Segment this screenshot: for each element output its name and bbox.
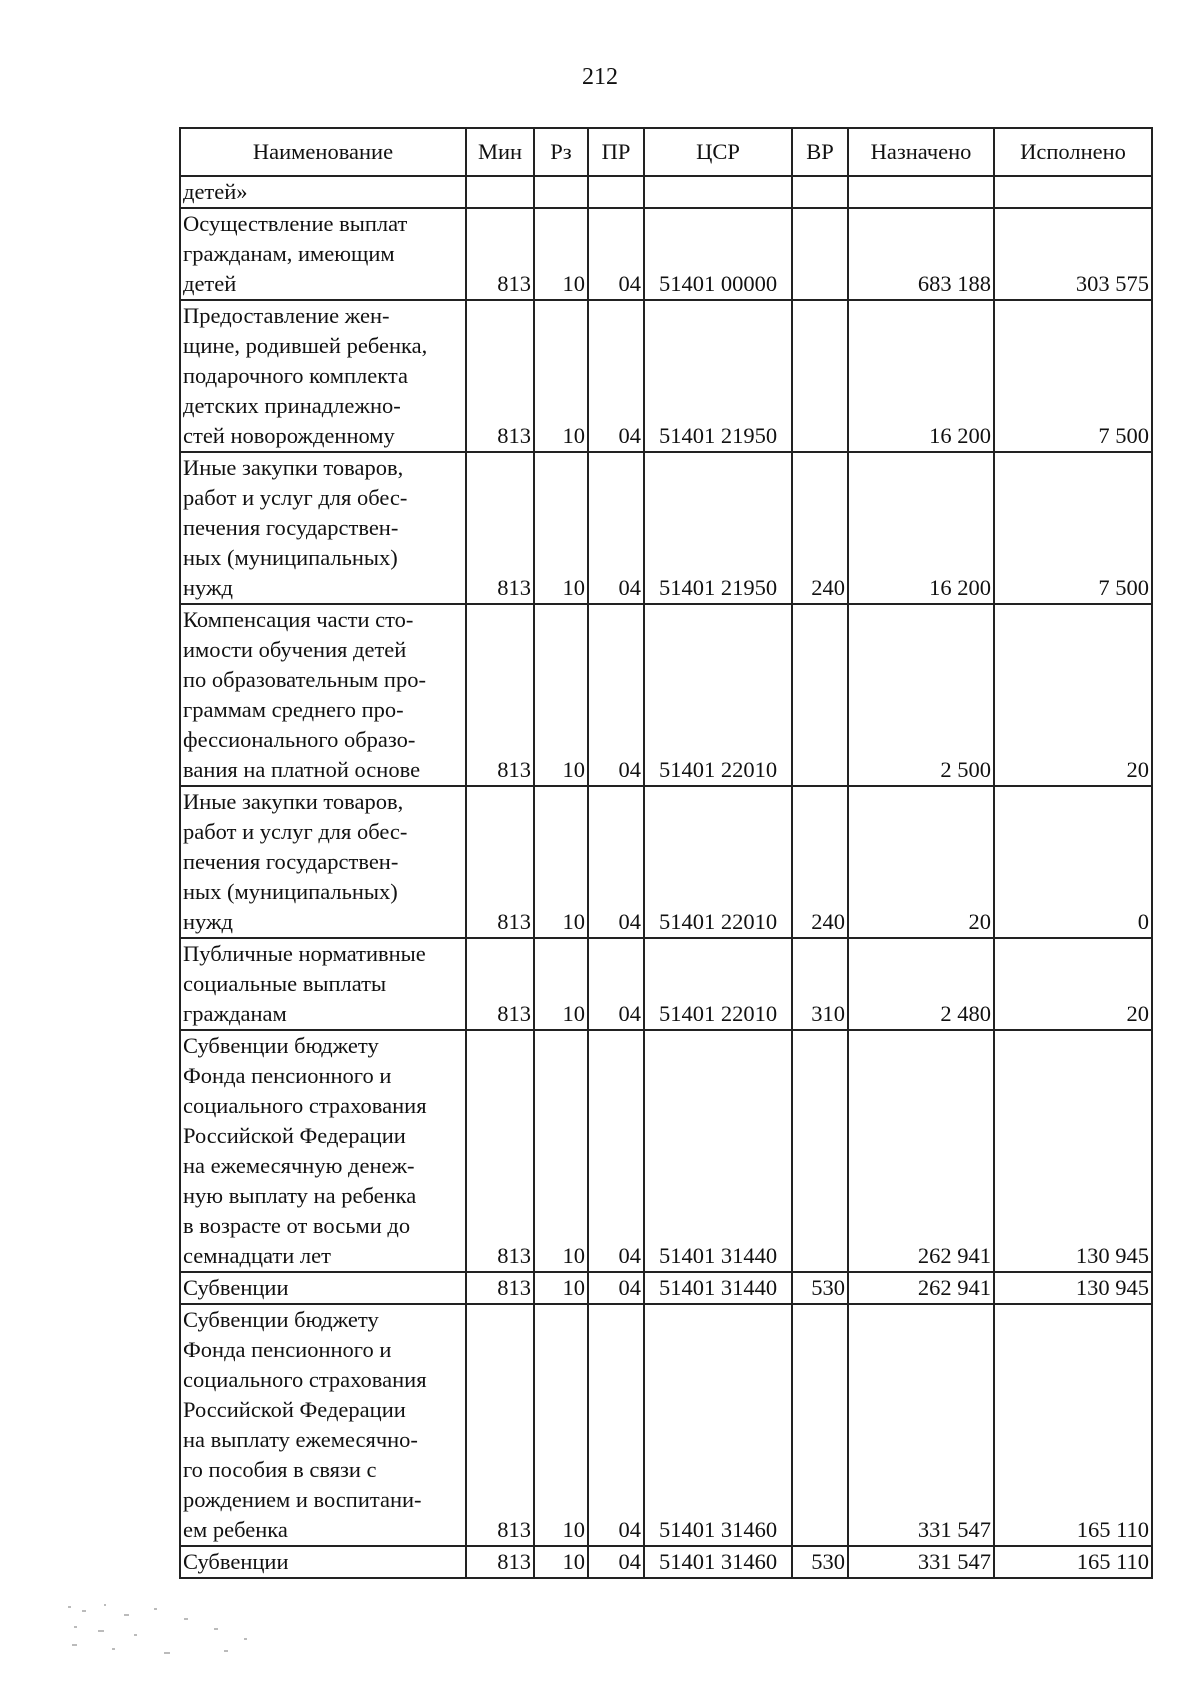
cell-pr: 04	[588, 1272, 644, 1304]
table-row	[180, 1546, 1152, 1578]
cell-name-line: Фонда пенсионного и	[183, 1063, 392, 1088]
cell-vr	[792, 1304, 848, 1546]
header-name: Наименование	[180, 128, 466, 176]
header-rz: Рз	[534, 128, 588, 176]
cell-rz: 10	[534, 1304, 588, 1546]
cell-name-line: Публичные нормативные	[183, 941, 426, 966]
cell-assigned: 331 547	[848, 1546, 994, 1578]
cell-executed: 165 110	[994, 1546, 1152, 1578]
table-row	[180, 176, 1152, 208]
table-row	[180, 208, 1152, 300]
cell-vr	[792, 208, 848, 300]
cell-name-line: детей	[183, 271, 237, 296]
cell-min: 813	[466, 938, 534, 1030]
header-executed: Исполнено	[994, 128, 1152, 176]
cell-executed: 7 500	[994, 452, 1152, 604]
cell-executed	[994, 176, 1152, 208]
cell-vr	[792, 176, 848, 208]
cell-min: 813	[466, 1272, 534, 1304]
cell-csr: 51401 31440	[644, 1030, 792, 1272]
cell-name-line: печения государствен-	[183, 515, 399, 540]
cell-rz: 10	[534, 208, 588, 300]
table-body	[180, 176, 1152, 1578]
cell-executed: 130 945	[994, 1272, 1152, 1304]
cell-rz	[534, 176, 588, 208]
cell-name	[180, 452, 466, 604]
cell-name-line: Фонда пенсионного и	[183, 1337, 392, 1362]
cell-name-line: Иные закупки товаров,	[183, 455, 404, 480]
cell-name-line: семнадцати лет	[183, 1243, 331, 1268]
cell-assigned: 331 547	[848, 1304, 994, 1546]
header-pr: ПР	[588, 128, 644, 176]
cell-assigned	[848, 176, 994, 208]
table-header-row	[180, 128, 1152, 176]
cell-vr: 240	[792, 452, 848, 604]
cell-csr: 51401 31440	[644, 1272, 792, 1304]
cell-name	[180, 938, 466, 1030]
cell-vr: 530	[792, 1272, 848, 1304]
cell-min: 813	[466, 604, 534, 786]
cell-name	[180, 1030, 466, 1272]
cell-name-line: вания на платной основе	[183, 757, 421, 782]
cell-executed: 303 575	[994, 208, 1152, 300]
cell-name-line: ем ребенка	[183, 1517, 288, 1542]
cell-name-line: гражданам	[183, 1001, 287, 1026]
cell-pr: 04	[588, 604, 644, 786]
cell-name-line: нужд	[183, 909, 233, 934]
cell-name-line: граммам среднего про-	[183, 697, 404, 722]
cell-csr: 51401 22010	[644, 786, 792, 938]
cell-name	[180, 1272, 466, 1304]
cell-name-line: на ежемесячную денеж-	[183, 1153, 415, 1178]
table-row	[180, 1272, 1152, 1304]
cell-rz: 10	[534, 452, 588, 604]
cell-assigned: 262 941	[848, 1030, 994, 1272]
cell-csr: 51401 31460	[644, 1304, 792, 1546]
cell-name-line: печения государствен-	[183, 849, 399, 874]
cell-assigned: 2 500	[848, 604, 994, 786]
cell-assigned: 16 200	[848, 300, 994, 452]
cell-name	[180, 300, 466, 452]
cell-name	[180, 208, 466, 300]
cell-name-line: Субвенции бюджету	[183, 1033, 379, 1058]
cell-name	[180, 786, 466, 938]
cell-min: 813	[466, 300, 534, 452]
cell-pr: 04	[588, 1304, 644, 1546]
cell-csr: 51401 22010	[644, 604, 792, 786]
cell-name-line: социальные выплаты	[183, 971, 387, 996]
cell-rz: 10	[534, 938, 588, 1030]
cell-name-line: Иные закупки товаров,	[183, 789, 404, 814]
cell-assigned: 20	[848, 786, 994, 938]
cell-pr	[588, 176, 644, 208]
table-row	[180, 786, 1152, 938]
cell-name-line: нужд	[183, 575, 233, 600]
cell-name-line: социального страхования	[183, 1367, 427, 1392]
cell-vr	[792, 300, 848, 452]
page-number: 212	[582, 64, 618, 90]
cell-vr: 310	[792, 938, 848, 1030]
table-row	[180, 1030, 1152, 1272]
cell-csr: 51401 21950	[644, 300, 792, 452]
cell-vr	[792, 604, 848, 786]
cell-name-line: подарочного комплекта	[183, 363, 408, 388]
cell-executed: 165 110	[994, 1304, 1152, 1546]
cell-name-line: по образовательным про-	[183, 667, 426, 692]
cell-pr: 04	[588, 452, 644, 604]
cell-min: 813	[466, 208, 534, 300]
cell-min: 813	[466, 1304, 534, 1546]
cell-name-line: Российской Федерации	[183, 1397, 406, 1422]
cell-name	[180, 1546, 466, 1578]
cell-rz: 10	[534, 300, 588, 452]
cell-name-line: Предоставление жен-	[183, 303, 390, 328]
cell-name-line: имости обучения детей	[183, 637, 407, 662]
cell-name	[180, 176, 466, 208]
cell-name-line: ных (муниципальных)	[183, 545, 398, 570]
cell-rz: 10	[534, 604, 588, 786]
cell-name-line: Компенсация части сто-	[183, 607, 414, 632]
cell-name-line: работ и услуг для обес-	[183, 819, 408, 844]
cell-name-line: ных (муниципальных)	[183, 879, 398, 904]
cell-executed: 130 945	[994, 1030, 1152, 1272]
cell-name-line: Российской Федерации	[183, 1123, 406, 1148]
cell-csr	[644, 176, 792, 208]
header-vr: ВР	[792, 128, 848, 176]
cell-rz: 10	[534, 786, 588, 938]
cell-name-line: Осуществление выплат	[183, 211, 408, 236]
header-csr: ЦСР	[644, 128, 792, 176]
cell-vr	[792, 1030, 848, 1272]
cell-name	[180, 1304, 466, 1546]
cell-name-line: Субвенции бюджету	[183, 1307, 379, 1332]
cell-name-line: ную выплату на ребенка	[183, 1183, 417, 1208]
table-row	[180, 452, 1152, 604]
cell-name-line: социального страхования	[183, 1093, 427, 1118]
cell-csr: 51401 00000	[644, 208, 792, 300]
table-row	[180, 1304, 1152, 1546]
cell-name-line: рождением и воспитани-	[183, 1487, 422, 1512]
cell-min: 813	[466, 452, 534, 604]
cell-vr: 240	[792, 786, 848, 938]
cell-name-line: щине, родившей ребенка,	[183, 333, 428, 358]
cell-rz: 10	[534, 1272, 588, 1304]
cell-name-line: фессионального образо-	[183, 727, 416, 752]
cell-executed: 20	[994, 938, 1152, 1030]
cell-name-line: стей новорожденному	[183, 423, 395, 448]
cell-name-line: го пособия в связи с	[183, 1457, 377, 1482]
cell-name-line: гражданам, имеющим	[183, 241, 395, 266]
cell-pr: 04	[588, 208, 644, 300]
cell-csr: 51401 22010	[644, 938, 792, 1030]
cell-name	[180, 604, 466, 786]
cell-assigned: 2 480	[848, 938, 994, 1030]
cell-csr: 51401 21950	[644, 452, 792, 604]
cell-pr: 04	[588, 1030, 644, 1272]
budget-table	[179, 127, 1153, 1579]
cell-min: 813	[466, 786, 534, 938]
header-assigned: Назначено	[848, 128, 994, 176]
cell-assigned: 262 941	[848, 1272, 994, 1304]
cell-vr: 530	[792, 1546, 848, 1578]
table-row	[180, 938, 1152, 1030]
table-row	[180, 300, 1152, 452]
cell-name-line: в возрасте от восьми до	[183, 1213, 411, 1238]
cell-pr: 04	[588, 938, 644, 1030]
cell-name-line: Субвенции	[183, 1549, 289, 1574]
cell-name-line: детских принадлежно-	[183, 393, 401, 418]
cell-pr: 04	[588, 1546, 644, 1578]
cell-executed: 7 500	[994, 300, 1152, 452]
cell-executed: 20	[994, 604, 1152, 786]
cell-assigned: 683 188	[848, 208, 994, 300]
cell-csr: 51401 31460	[644, 1546, 792, 1578]
cell-min	[466, 176, 534, 208]
cell-pr: 04	[588, 786, 644, 938]
cell-rz: 10	[534, 1030, 588, 1272]
cell-min: 813	[466, 1030, 534, 1272]
table-row	[180, 604, 1152, 786]
cell-name-line: детей»	[183, 179, 248, 204]
cell-name-line: работ и услуг для обес-	[183, 485, 408, 510]
cell-rz: 10	[534, 1546, 588, 1578]
header-min: Мин	[466, 128, 534, 176]
cell-pr: 04	[588, 300, 644, 452]
cell-assigned: 16 200	[848, 452, 994, 604]
cell-name-line: Субвенции	[183, 1275, 289, 1300]
cell-executed: 0	[994, 786, 1152, 938]
cell-name-line: на выплату ежемесячно-	[183, 1427, 418, 1452]
cell-min: 813	[466, 1546, 534, 1578]
scan-noise	[64, 1600, 284, 1660]
